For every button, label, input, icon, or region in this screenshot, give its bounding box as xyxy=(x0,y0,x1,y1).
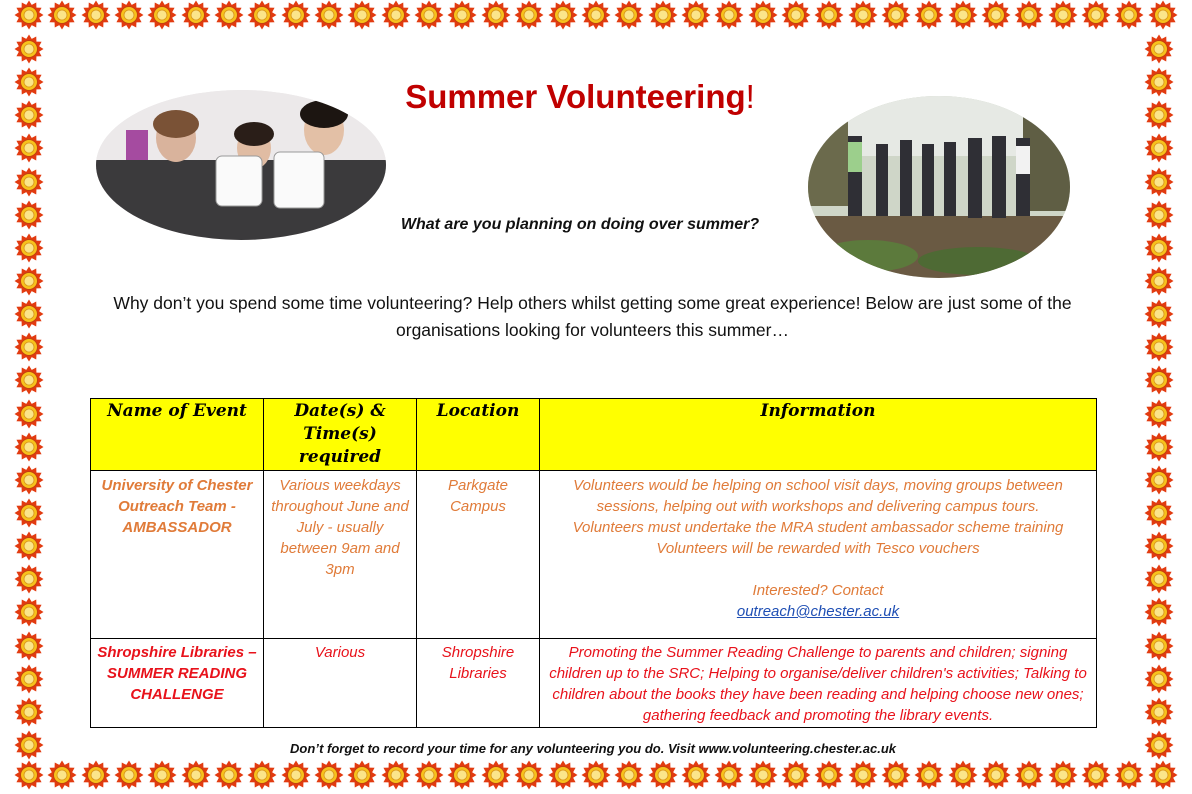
header-location: Location xyxy=(417,399,540,471)
sun-icon xyxy=(1144,133,1174,163)
sun-icon xyxy=(1081,0,1111,30)
sun-icon xyxy=(14,299,44,329)
header-information: Information xyxy=(540,399,1097,471)
sun-icon xyxy=(1081,760,1111,790)
sun-icon xyxy=(14,697,44,727)
sun-icon xyxy=(1144,399,1174,429)
sun-icon xyxy=(1144,233,1174,263)
sun-icon xyxy=(1114,0,1144,30)
header-name-of-event: Name of Event xyxy=(91,399,264,471)
info-line: Volunteers will be rewarded with Tesco vouchers xyxy=(656,540,980,557)
sun-icon xyxy=(14,0,44,30)
sun-icon xyxy=(1148,760,1178,790)
volunteers-group-photo xyxy=(808,96,1070,278)
sun-icon xyxy=(714,760,744,790)
sun-border-top xyxy=(14,0,1178,34)
sun-icon xyxy=(1144,564,1174,594)
event-info-cell: Promoting the Summer Reading Challenge to parents and children; signing children up to the SRC; Helping to organise/deliver children's activities; Talking to children about the books they have been reading and helping choose new ones; gathering feedback and promoting the library events. xyxy=(540,639,1097,728)
sun-icon xyxy=(247,0,277,30)
sun-icon xyxy=(247,760,277,790)
sun-icon xyxy=(1144,100,1174,130)
sun-icon xyxy=(914,760,944,790)
footer-note: Don’t forget to record your time for any volunteering you do. Visit www.volunteering.chester.ac.uk xyxy=(289,741,897,756)
sun-icon xyxy=(147,0,177,30)
sun-icon xyxy=(14,34,44,64)
sun-icon xyxy=(514,760,544,790)
sun-icon xyxy=(748,760,778,790)
sun-icon xyxy=(314,760,344,790)
event-location-cell: Parkgate Campus xyxy=(417,471,540,639)
intro-paragraph: Why don’t you spend some time volunteering? Help others whilst getting some great experience! Below are just some of the organisations looking for volunteers this summer… xyxy=(113,293,1072,340)
sun-icon xyxy=(1144,200,1174,230)
sun-icon xyxy=(1014,0,1044,30)
sun-icon xyxy=(281,0,311,30)
sun-icon xyxy=(1144,730,1174,760)
table-row xyxy=(91,639,1097,728)
sun-border-left xyxy=(14,34,48,760)
sun-icon xyxy=(614,0,644,30)
event-location-cell: Shropshire Libraries xyxy=(417,639,540,728)
sun-icon xyxy=(548,760,578,790)
sun-icon xyxy=(14,399,44,429)
sun-icon xyxy=(1144,365,1174,395)
sun-icon xyxy=(948,0,978,30)
sun-icon xyxy=(614,760,644,790)
sun-icon xyxy=(14,531,44,561)
sun-icon xyxy=(47,760,77,790)
sun-icon xyxy=(347,0,377,30)
sun-icon xyxy=(781,760,811,790)
sun-icon xyxy=(14,664,44,694)
sun-icon xyxy=(14,597,44,627)
sun-icon xyxy=(114,760,144,790)
sun-icon xyxy=(14,100,44,130)
sun-icon xyxy=(181,760,211,790)
info-line: Volunteers would be helping on school visit days, moving groups between sessions, helping out with workshops and delivering campus tours. xyxy=(573,477,1063,515)
page-title: Summer Volunteering! xyxy=(405,78,755,115)
sun-icon xyxy=(447,760,477,790)
sun-icon xyxy=(981,760,1011,790)
sun-icon xyxy=(914,0,944,30)
sun-icon xyxy=(1014,760,1044,790)
sun-icon xyxy=(648,760,678,790)
sun-border-right xyxy=(1144,34,1178,760)
sun-icon xyxy=(81,760,111,790)
event-info-cell xyxy=(540,471,1097,639)
sun-icon xyxy=(214,0,244,30)
sun-icon xyxy=(14,332,44,362)
sun-icon xyxy=(47,0,77,30)
sun-icon xyxy=(14,564,44,594)
sun-icon xyxy=(514,0,544,30)
sun-icon xyxy=(814,0,844,30)
event-dates-cell: Various xyxy=(264,639,417,728)
sun-icon xyxy=(381,0,411,30)
sun-icon xyxy=(14,465,44,495)
sun-icon xyxy=(81,0,111,30)
sun-icon xyxy=(14,365,44,395)
sun-icon xyxy=(14,133,44,163)
sun-icon xyxy=(1148,0,1178,30)
sun-icon xyxy=(414,0,444,30)
sun-icon xyxy=(381,760,411,790)
sun-icon xyxy=(1144,266,1174,296)
sun-icon xyxy=(14,67,44,97)
sun-icon xyxy=(1144,67,1174,97)
sun-icon xyxy=(814,760,844,790)
sun-icon xyxy=(848,760,878,790)
event-name-cell: University of Chester Outreach Team - AMBASSADOR xyxy=(91,471,264,639)
sun-icon xyxy=(414,760,444,790)
sun-icon xyxy=(681,0,711,30)
sun-border-bottom xyxy=(14,760,1178,794)
header-dates-times: Date(s) & Time(s) required xyxy=(264,399,417,471)
sun-icon xyxy=(1144,697,1174,727)
table-row xyxy=(91,471,1097,639)
sun-icon xyxy=(14,266,44,296)
subtitle: What are you planning on doing over summer? xyxy=(400,216,760,233)
sun-icon xyxy=(14,432,44,462)
sun-icon xyxy=(714,0,744,30)
sun-icon xyxy=(881,0,911,30)
sun-icon xyxy=(347,760,377,790)
sun-icon xyxy=(14,730,44,760)
sun-icon xyxy=(1144,465,1174,495)
sun-icon xyxy=(181,0,211,30)
sun-icon xyxy=(1048,760,1078,790)
sun-icon xyxy=(447,0,477,30)
sun-icon xyxy=(648,0,678,30)
sun-icon xyxy=(147,760,177,790)
sun-icon xyxy=(1114,760,1144,790)
sun-icon xyxy=(14,631,44,661)
sun-icon xyxy=(114,0,144,30)
sun-icon xyxy=(1144,531,1174,561)
sun-icon xyxy=(281,760,311,790)
sun-icon xyxy=(1144,167,1174,197)
sun-icon xyxy=(581,0,611,30)
sun-icon xyxy=(848,0,878,30)
sun-icon xyxy=(1144,664,1174,694)
table-header-row xyxy=(91,399,1097,471)
volunteering-events-table xyxy=(90,398,1097,728)
sun-icon xyxy=(781,0,811,30)
sun-icon xyxy=(481,760,511,790)
info-line: Volunteers must undertake the MRA student ambassador scheme training xyxy=(572,519,1064,536)
sun-icon xyxy=(214,760,244,790)
sun-icon xyxy=(1048,0,1078,30)
sun-icon xyxy=(548,0,578,30)
contact-email-link[interactable]: outreach@chester.ac.uk xyxy=(736,603,900,620)
sun-icon xyxy=(981,0,1011,30)
sun-icon xyxy=(1144,332,1174,362)
sun-icon xyxy=(948,760,978,790)
sun-icon xyxy=(1144,631,1174,661)
sun-icon xyxy=(14,200,44,230)
sun-icon xyxy=(1144,34,1174,64)
sun-icon xyxy=(14,167,44,197)
sun-icon xyxy=(748,0,778,30)
sun-icon xyxy=(681,760,711,790)
sun-icon xyxy=(14,760,44,790)
sun-icon xyxy=(14,498,44,528)
sun-icon xyxy=(1144,299,1174,329)
sun-icon xyxy=(1144,597,1174,627)
sun-icon xyxy=(881,760,911,790)
contact-label: Interested? Contact xyxy=(752,582,884,599)
sun-icon xyxy=(481,0,511,30)
event-dates-cell: Various weekdays throughout June and July - usually between 9am and 3pm xyxy=(264,471,417,639)
sun-icon xyxy=(1144,498,1174,528)
sun-icon xyxy=(1144,432,1174,462)
event-name-cell: Shropshire Libraries – SUMMER READING CHALLENGE xyxy=(91,639,264,728)
sun-icon xyxy=(314,0,344,30)
sun-icon xyxy=(581,760,611,790)
sun-icon xyxy=(14,233,44,263)
